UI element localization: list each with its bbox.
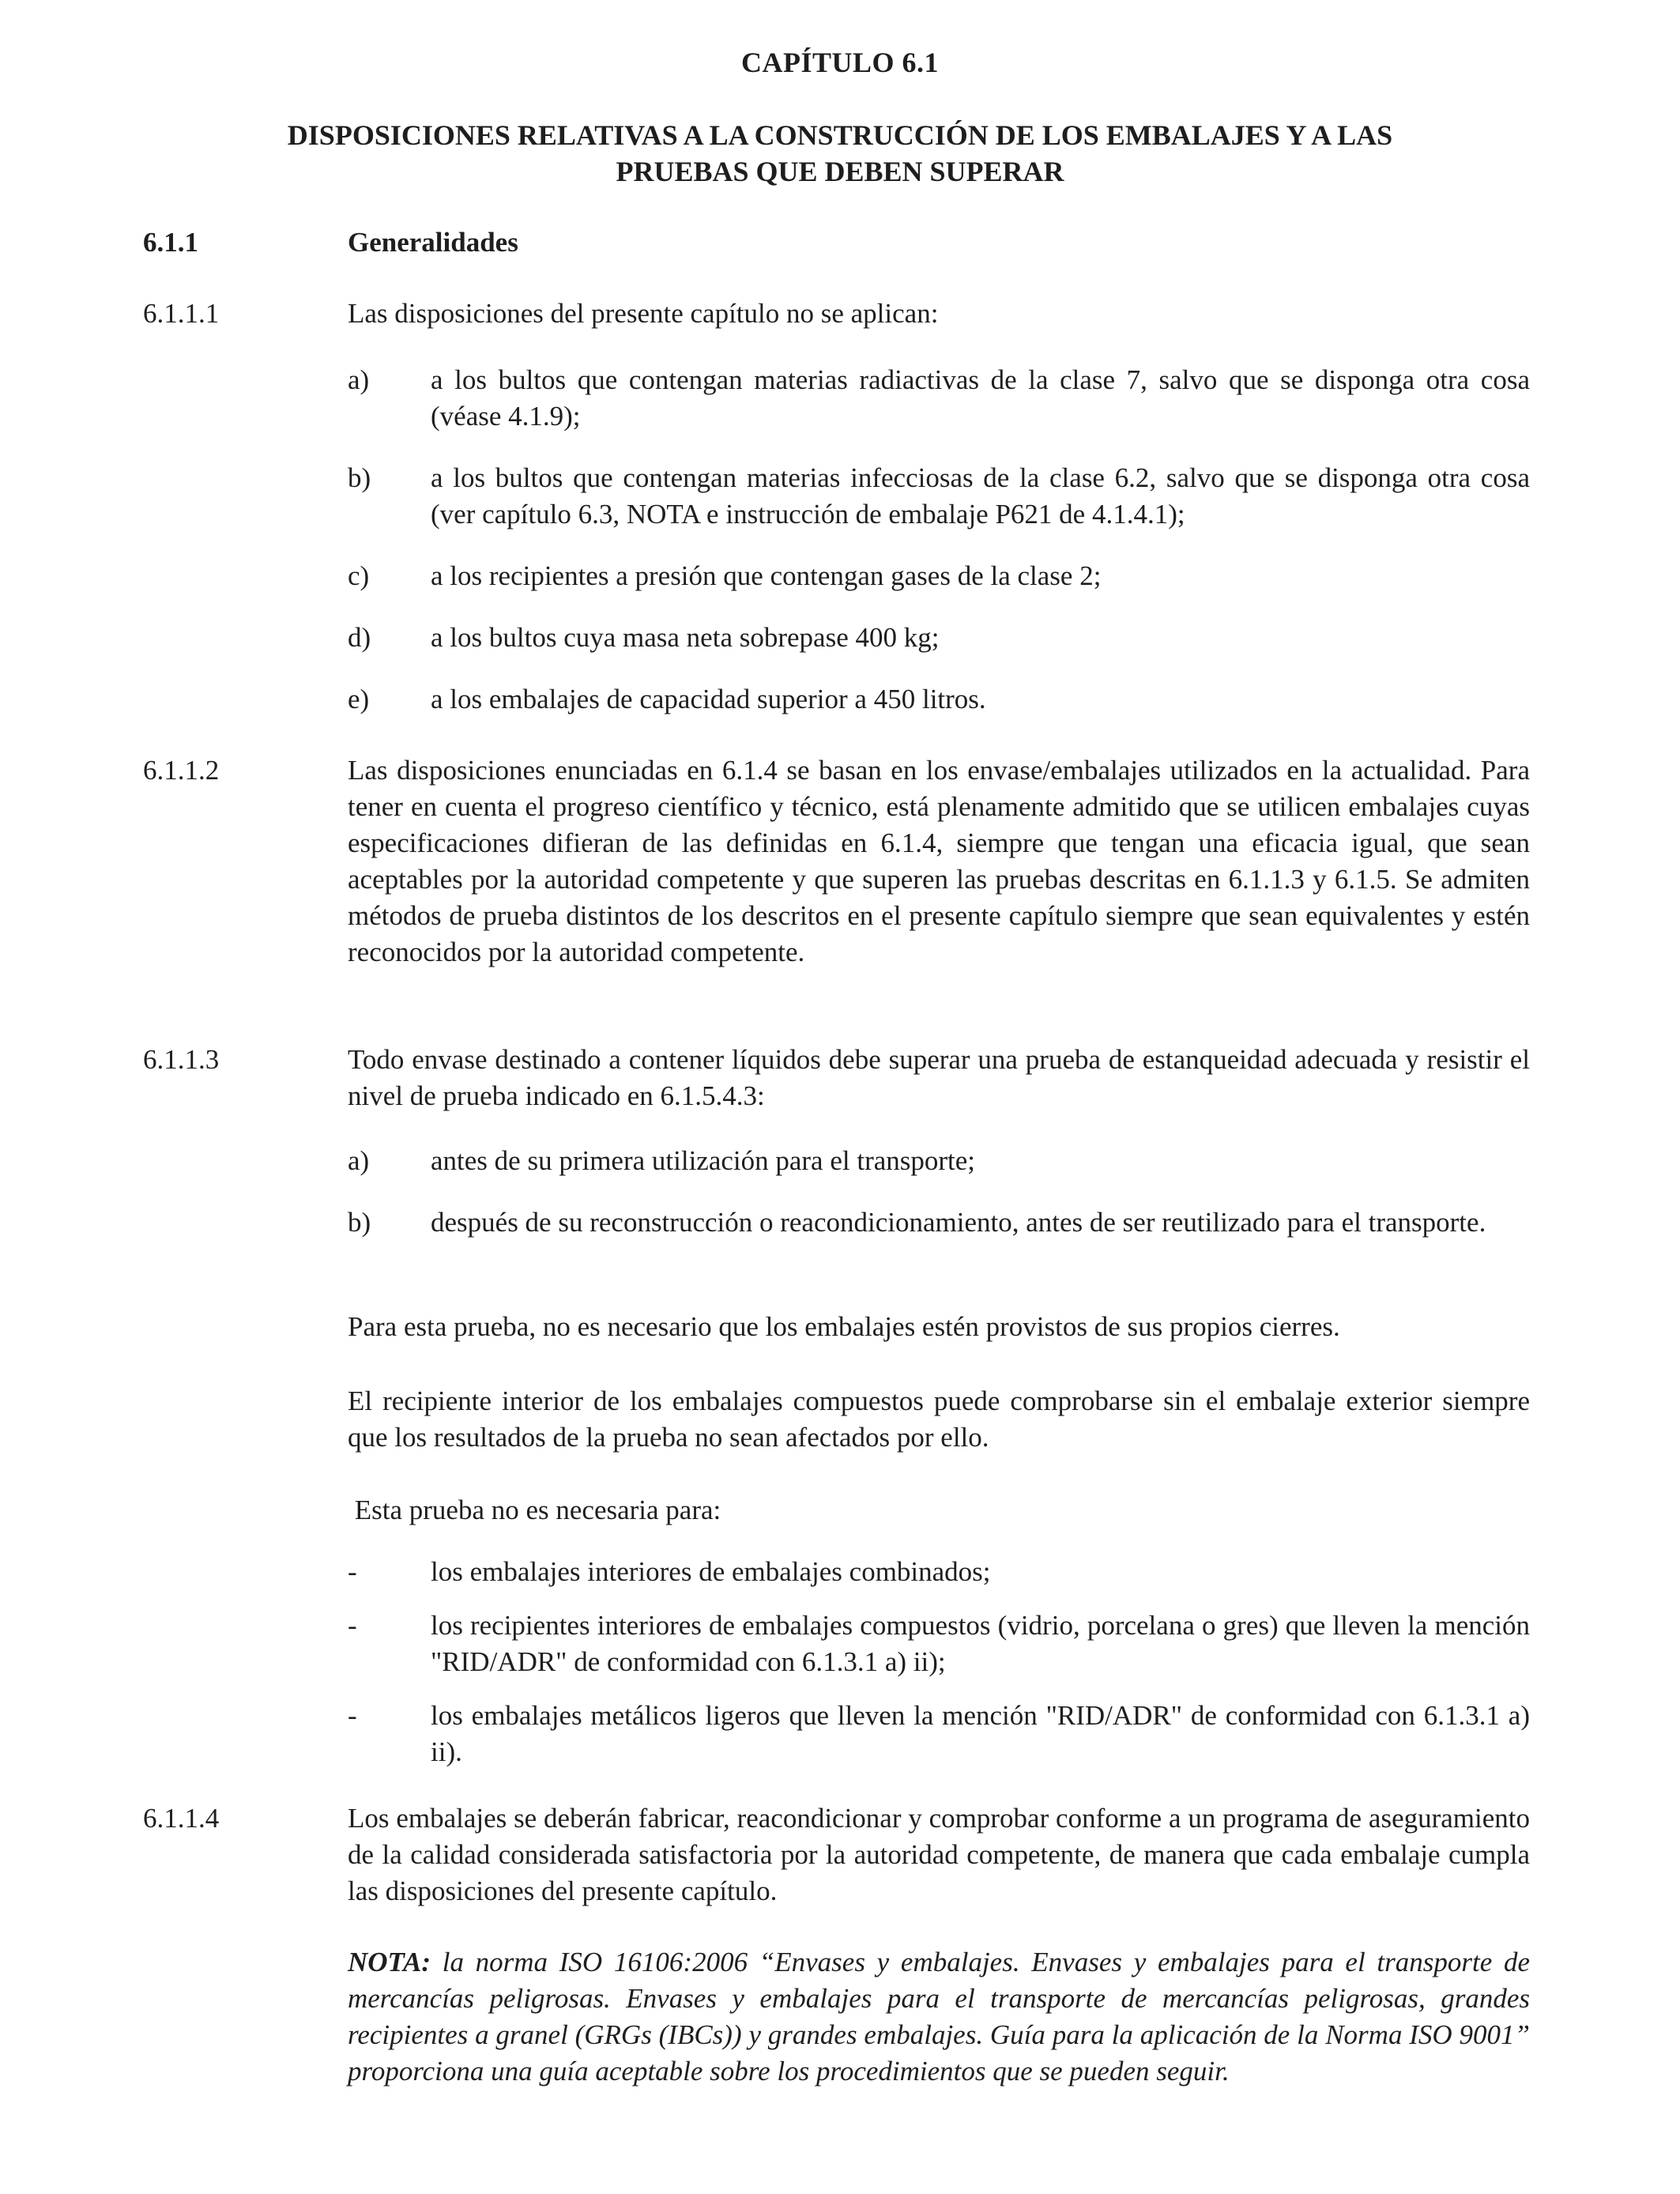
dash-item: los embalajes metálicos ligeros que lleven la mención "RID/ADR" de conformidad con 6.1.3.1 a) ii).: [431, 1700, 1530, 1767]
section-number-6-1-1-1: 6.1.1.1: [143, 298, 220, 329]
section-number-6-1-1-3: 6.1.1.3: [143, 1044, 220, 1075]
title-line-1: DISPOSICIONES RELATIVAS A LA CONSTRUCCIÓN DE LOS EMBALAJES Y A LAS: [287, 119, 1393, 151]
list-item: a los bultos que contengan materias radiactivas de la clase 7, salvo que se disponga otra cosa (véase 4.1.9);: [431, 364, 1530, 432]
dash-marker: -: [348, 1610, 357, 1641]
list-marker: e): [348, 684, 370, 714]
section-6-1-1-1-intro: Las disposiciones del presente capítulo no se aplican:: [348, 298, 939, 329]
section-6-1-1-3-intro: Todo envase destinado a contener líquidos debe superar una prueba de estanqueidad adecuada y resistir el nivel de prueba indicado en 6.1.5.4.3:: [348, 1044, 1530, 1111]
chapter-title: CAPÍTULO 6.1: [740, 47, 940, 78]
dash-item: los embalajes interiores de embalajes combinados;: [431, 1556, 991, 1587]
list-item: después de su reconstrucción o reacondicionamiento, antes de ser reutilizado para el transporte.: [431, 1207, 1486, 1238]
list-item: a los recipientes a presión que contengan gases de la clase 2;: [431, 560, 1102, 591]
section-number-6-1-1-2: 6.1.1.2: [143, 755, 220, 786]
title-line-2: PRUEBAS QUE DEBEN SUPERAR: [616, 156, 1064, 187]
section-6-1-1-4-text: Los embalajes se deberán fabricar, reacondicionar y comprobar conforme a un programa de aseguramiento de la calidad considerada satisfactoria por la autoridad competente, de manera que cada embalaje cumpla las disposiciones del presente capítulo.: [348, 1803, 1530, 1906]
section-6-1-1-3-para-1: Para esta prueba, no es necesario que los embalajes estén provistos de sus propios cierres.: [348, 1311, 1340, 1342]
dash-marker: -: [348, 1700, 357, 1731]
dash-item: los recipientes interiores de embalajes compuestos (vidrio, porcelana o gres) que lleven la mención "RID/ADR" de conformidad con 6.1.3.1 a) ii);: [431, 1610, 1530, 1677]
list-marker: b): [348, 462, 371, 493]
nota-label: NOTA:: [348, 1947, 431, 1977]
list-marker: b): [348, 1207, 371, 1238]
nota-text: la norma ISO 16106:2006 “Envases y embalajes. Envases y embalajes para el transporte de mercancías peligrosas. Envases y embalajes para el transporte de mercancías peligrosas, grandes recipientes a granel (GRGs (IBCs)) y grandes embalajes. Guía para la aplicación de la Norma ISO 9001” proporciona una guía aceptable sobre los procedimientos que se pueden seguir.: [348, 1947, 1530, 2087]
section-number-6-1-1: 6.1.1: [143, 227, 198, 258]
list-marker: d): [348, 622, 371, 653]
list-item: antes de su primera utilización para el transporte;: [431, 1145, 976, 1176]
list-marker: c): [348, 560, 370, 591]
page-title: [142, 117, 1538, 190]
list-item: a los bultos cuya masa neta sobrepase 400 kg;: [431, 622, 940, 653]
section-6-1-1-2-text: Las disposiciones enunciadas en 6.1.4 se basan en los envase/embalajes utilizados en la actualidad. Para tener en cuenta el progreso científico y técnico, está plenamente admitido que se utilicen embalajes cuyas especificaciones difieran de las definidas en 6.1.4, siempre que tengan una eficacia igual, que sean aceptables por la autoridad competente y que superen las pruebas descritas en 6.1.1.3 y 6.1.5. Se admiten métodos de prueba distintos de los descritos en el presente capítulo siempre que sean equivalentes y estén reconocidos por la autoridad competente.: [348, 755, 1530, 967]
section-6-1-1-3-para-3: Esta prueba no es necesaria para:: [348, 1495, 721, 1525]
list-marker: a): [348, 1145, 370, 1176]
list-item: a los embalajes de capacidad superior a 450 litros.: [431, 684, 986, 714]
list-marker: a): [348, 364, 370, 395]
section-number-6-1-1-4: 6.1.1.4: [143, 1803, 220, 1834]
nota-block: [348, 1944, 1530, 2090]
section-6-1-1-3-para-2: El recipiente interior de los embalajes compuestos puede comprobarse sin el embalaje exterior siempre que los resultados de la prueba no sean afectados por ello.: [348, 1385, 1530, 1453]
list-item: a los bultos que contengan materias infecciosas de la clase 6.2, salvo que se disponga otra cosa (ver capítulo 6.3, NOTA e instrucción de embalaje P621 de 4.1.4.1);: [431, 462, 1530, 530]
dash-marker: -: [348, 1556, 357, 1587]
section-heading-generalidades: Generalidades: [348, 227, 518, 258]
